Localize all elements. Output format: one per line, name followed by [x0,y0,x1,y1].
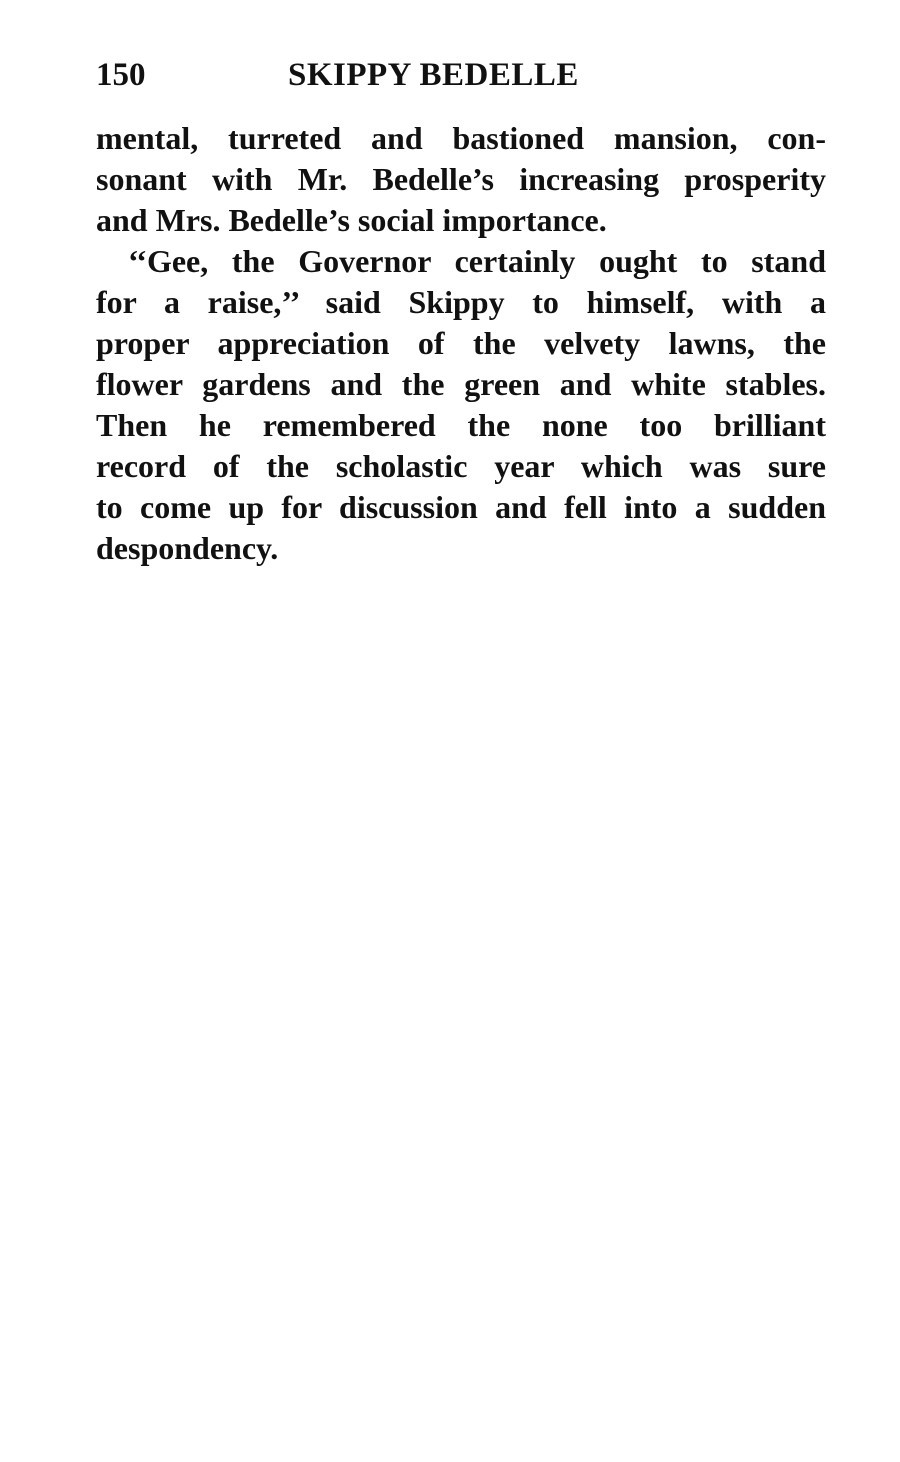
text-line: ‘‘Gee, the Governor certainly ought to stand [128,243,826,279]
text-line: record of the scholastic year which was sure [96,448,826,484]
page-number: 150 [96,57,146,93]
running-head [96,52,826,98]
text-line: flower gardens and the green and white stables. [96,366,826,402]
text-line: for a raise,’’ said Skippy to himself, with a [96,284,826,320]
body-text [96,118,826,569]
text-line: Then he remembered the none too brilliant [96,407,826,443]
paragraph-1 [96,118,826,241]
running-title: SKIPPY BEDELLE [288,57,579,93]
text-line: mental, turreted and bastioned mansion, con- [96,120,826,156]
text-line: sonant with Mr. Bedelle’s increasing prosperity [96,161,826,197]
text-line: and Mrs. Bedelle’s social importance. [96,202,607,238]
text-line: to come up for discussion and fell into a sudden [96,489,826,525]
text-line: proper appreciation of the velvety lawns, the [96,325,826,361]
text-line: despondency. [96,530,279,566]
paragraph-2 [96,241,826,569]
